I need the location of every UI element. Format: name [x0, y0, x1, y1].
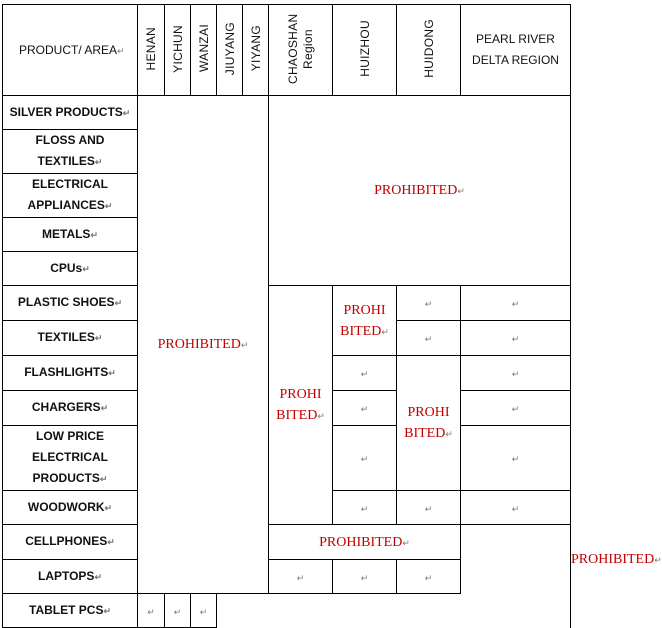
paragraph-mark: ↵: [424, 572, 433, 583]
chaoshan-line1: CHAOSHAN: [285, 13, 300, 84]
row-label-text: LOW PRICE: [36, 429, 104, 443]
paragraph-mark: ↵: [107, 537, 115, 547]
prohibited-label: PROHIBITED: [157, 337, 241, 352]
paragraph-mark: ↵: [360, 369, 369, 379]
row-label-electrical: [3, 174, 138, 218]
empty-cell: [461, 321, 571, 356]
paragraph-mark: ↵: [117, 46, 125, 56]
empty-cell: [397, 321, 461, 356]
empty-cell: [333, 391, 397, 426]
row-label-text: TABLET PCS: [29, 602, 104, 617]
row-label-text: CPUs: [50, 260, 83, 275]
paragraph-mark: ↵: [99, 474, 108, 484]
yiyang-label: YIYANG: [248, 25, 263, 72]
row-label-text: ELECTRICAL: [32, 450, 108, 464]
paragraph-mark: ↵: [104, 502, 113, 513]
paragraph-mark: ↵: [147, 606, 155, 617]
paragraph-mark: ↵: [94, 157, 103, 167]
paragraph-mark: ↵: [90, 229, 98, 240]
empty-cell: [397, 286, 461, 321]
table-row: [3, 525, 571, 560]
empty-cell: [333, 426, 397, 491]
table-row: [3, 594, 571, 628]
empty-cell: [138, 594, 165, 628]
paragraph-mark: ↵: [511, 454, 520, 464]
henan-label: HENAN: [144, 26, 158, 71]
prohibited-label: PROHIBITED: [374, 183, 458, 198]
paragraph-mark: ↵: [100, 403, 109, 413]
header-henan: [138, 5, 165, 96]
paragraph-mark: ↵: [511, 334, 520, 344]
paragraph-mark: ↵: [317, 411, 325, 421]
paragraph-mark: ↵: [360, 404, 369, 414]
jiuyang-label: JIUYANG: [222, 21, 237, 76]
chaoshan-label: [286, 13, 316, 85]
paragraph-mark: ↵: [511, 299, 520, 309]
row-label-text: CELLPHONES: [25, 534, 108, 548]
header-jiuyang: [217, 5, 243, 96]
prohibited-label: PROHIBITED: [319, 534, 403, 550]
huidong-label: HUIDONG: [421, 19, 436, 78]
header-wanzai: [191, 5, 217, 96]
header-huidong: [397, 5, 461, 96]
paragraph-mark: ↵: [511, 503, 520, 514]
empty-cell: [397, 491, 461, 525]
row-label-tablet-pcs: [3, 594, 138, 628]
row-label-text: CHARGERS: [31, 400, 101, 414]
paragraph-mark: ↵: [240, 340, 249, 350]
yichun-label: YICHUN: [170, 24, 185, 73]
wanzai-label: WANZAI: [196, 24, 211, 73]
row-label-text: PRODUCTS: [32, 471, 100, 485]
prohibited-label: [340, 303, 385, 339]
paragraph-mark: ↵: [381, 326, 389, 337]
header-yichun: [165, 5, 191, 96]
row-label-text: METALS: [42, 226, 91, 241]
paragraph-mark: ↵: [108, 368, 116, 378]
paragraph-mark: ↵: [402, 537, 410, 548]
paragraph-mark: ↵: [360, 454, 369, 464]
paragraph-mark: ↵: [424, 299, 433, 309]
inland-prohibited-cell: [138, 96, 269, 594]
empty-cell: [333, 560, 397, 594]
paragraph-mark: ↵: [82, 263, 90, 274]
empty-cell: [165, 594, 191, 628]
paragraph-mark: ↵: [457, 186, 465, 196]
paragraph-mark: ↵: [94, 571, 102, 582]
header-pearl-river: [461, 5, 571, 96]
prohibited-line2: BITED: [404, 426, 446, 441]
row-label-text: SILVER PRODUCTS: [9, 104, 123, 119]
chaoshan-line2: Region: [300, 28, 315, 69]
pearl-line2: DELTA REGION: [472, 53, 559, 67]
prohibited-line1: PROHI: [343, 302, 386, 318]
paragraph-mark: ↵: [94, 333, 103, 343]
prohibited-label: [276, 387, 321, 423]
coastal-prohibited-cell: [269, 96, 571, 286]
row-label-plastic-shoes: [3, 286, 138, 321]
row-label-chargers: [3, 391, 138, 426]
empty-cell: [461, 286, 571, 321]
cellphones-prohibited-cell: [269, 525, 461, 560]
empty-cell: [333, 491, 397, 525]
paragraph-mark: ↵: [199, 606, 208, 617]
header-yiyang: [243, 5, 269, 96]
row-label-text: APPLIANCES: [27, 198, 105, 212]
row-label-floss: [3, 130, 138, 174]
paragraph-mark: ↵: [103, 605, 111, 616]
empty-cell: [269, 560, 333, 594]
row-label-laptops: [3, 560, 138, 594]
row-label-text: FLASHLIGHTS: [24, 365, 109, 379]
paragraph-mark: ↵: [511, 369, 520, 379]
row-label-text: PLASTIC SHOES: [17, 295, 115, 309]
restriction-table: [2, 4, 662, 628]
paragraph-mark: ↵: [445, 429, 453, 439]
empty-cell: [461, 426, 571, 491]
row-label-low-price-electrical: [3, 426, 138, 491]
row-label-text: FLOSS AND: [35, 133, 105, 147]
paragraph-mark: ↵: [654, 554, 662, 565]
row-label-text: LAPTOPS: [37, 568, 95, 583]
paragraph-mark: ↵: [360, 503, 369, 514]
row-label-cellphones: [3, 525, 138, 560]
corner-label: PRODUCT/ AREA: [19, 43, 118, 57]
prohibited-line2: BITED: [276, 408, 318, 423]
prohibited-line1: PROHI: [279, 387, 322, 402]
paragraph-mark: ↵: [114, 298, 123, 308]
huidong-prohibited-cell: [397, 356, 461, 491]
corner-cell: [3, 5, 138, 96]
paragraph-mark: ↵: [296, 572, 305, 583]
paragraph-mark: ↵: [173, 606, 182, 617]
empty-cell: [333, 356, 397, 391]
row-label-text: TEXTILES: [37, 330, 95, 344]
header-row: [3, 5, 571, 96]
row-label-text: ELECTRICAL: [32, 177, 108, 191]
paragraph-mark: ↵: [424, 334, 433, 344]
row-label-cpus: [3, 252, 138, 286]
table-row: [3, 96, 571, 130]
paragraph-mark: ↵: [511, 404, 520, 414]
prohibited-label: [404, 405, 449, 441]
huizhou-label: HUIZHOU: [357, 20, 372, 77]
table-row: [3, 560, 571, 594]
paragraph-mark: ↵: [424, 503, 433, 514]
table-row: [3, 286, 571, 321]
prohibited-line2: BITED: [340, 323, 382, 339]
row-label-text: WOODWORK: [27, 499, 105, 514]
paragraph-mark: ↵: [360, 572, 369, 583]
row-label-textiles: [3, 321, 138, 356]
row-label-flashlights: [3, 356, 138, 391]
row-label-woodwork: [3, 491, 138, 525]
empty-cell: [397, 560, 461, 594]
prohibited-line1: PROHI: [407, 405, 450, 420]
pearl-line1: PEARL RIVER: [476, 32, 555, 46]
paragraph-mark: ↵: [122, 107, 131, 118]
empty-cell: [191, 594, 217, 628]
empty-cell: [461, 356, 571, 391]
huizhou-prohibited-cell: [333, 286, 397, 356]
empty-cell: [461, 391, 571, 426]
row-label-metals: [3, 218, 138, 252]
header-huizhou: [333, 5, 397, 96]
empty-cell: [461, 491, 571, 525]
paragraph-mark: ↵: [104, 201, 113, 211]
row-label-text: TEXTILES: [37, 154, 95, 168]
row-label-silver: [3, 96, 138, 130]
chaoshan-prohibited-cell: [269, 286, 333, 525]
prohibited-label: PROHIBITED: [571, 551, 655, 567]
header-chaoshan: [269, 5, 333, 96]
